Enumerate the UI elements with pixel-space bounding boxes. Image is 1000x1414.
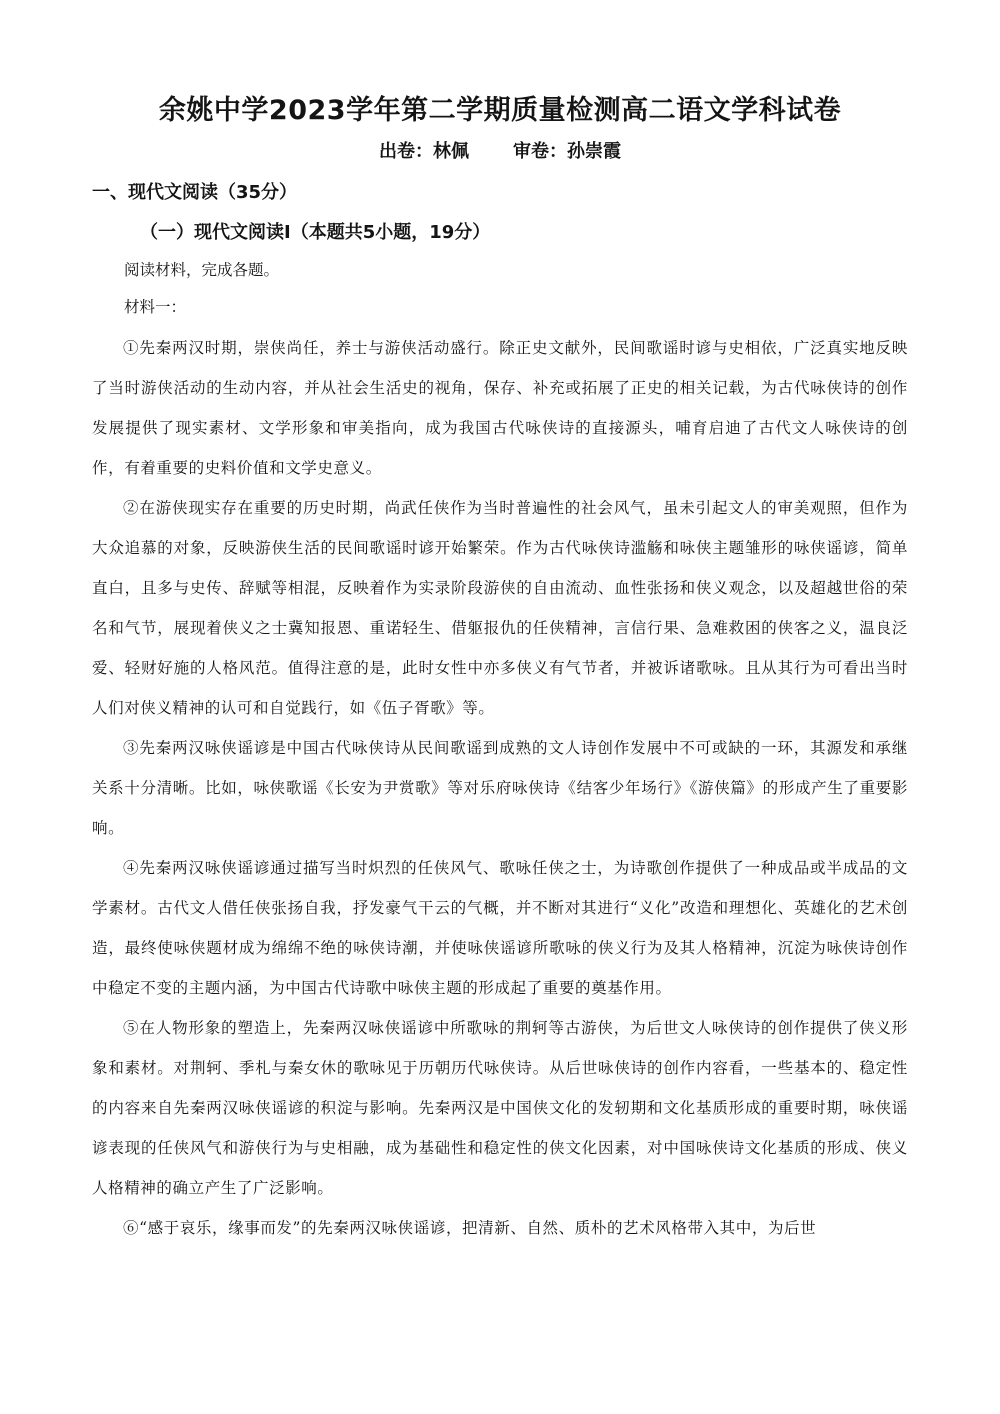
- instruction-text: 阅读材料，完成各题。: [124, 261, 280, 279]
- authors-line: [0, 137, 1000, 163]
- paragraph-3: ③先秦两汉咏侠谣谚是中国古代咏侠诗从民间歌谣到成熟的文人诗创作发展中不可或缺的一环，其源发和承继关系十分清晰。比如，咏侠歌谣《长安为尹赏歌》等对乐府咏侠诗《结客少年场行》《游侠篇》的形成产生了重要影响。: [92, 739, 908, 837]
- material-body: [92, 328, 908, 1248]
- paragraph-1: ①先秦两汉时期，崇侠尚任，养士与游侠活动盛行。除正史文献外，民间歌谣时谚与史相依，广泛真实地反映了当时游侠活动的生动内容，并从社会生活史的视角，保存、补充或拓展了正史的相关记载，为古代咏侠诗的创作发展提供了现实素材、文学形象和审美指向，成为我国古代咏侠诗的直接源头，哺育启迪了古代文人咏侠诗的创作，有着重要的史料价值和文学史意义。: [92, 339, 908, 477]
- paragraph-5: ⑤在人物形象的塑造上，先秦两汉咏侠谣谚中所歌咏的荆轲等古游侠，为后世文人咏侠诗的创作提供了侠义形象和素材。对荆轲、季札与秦女休的歌咏见于历朝历代咏侠诗。从后世咏侠诗的创作内容看，一些基本的、稳定性的内容来自先秦两汉咏侠谣谚的积淀与影响。先秦两汉是中国侠文化的发轫期和文化基质形成的重要时期，咏侠谣谚表现的任侠风气和游侠行为与史相融，成为基础性和稳定性的侠文化因素，对中国咏侠诗文化基质的形成、侠义人格精神的确立产生了广泛影响。: [92, 1019, 908, 1197]
- section-heading: 一、现代文阅读（35分）: [92, 182, 298, 203]
- setter-name: 出卷：林佩: [379, 141, 469, 162]
- paragraph-4: ④先秦两汉咏侠谣谚通过描写当时炽烈的任侠风气、歌咏任侠之士，为诗歌创作提供了一种成品或半成品的文学素材。古代文人借任侠张扬自我，抒发豪气干云的气概，并不断对其进行“义化”改造和理想化、英雄化的艺术创造，最终使咏侠题材成为绵绵不绝的咏侠诗潮，并使咏侠谣谚所歌咏的侠义行为及其人格精神，沉淀为咏侠诗创作中稳定不变的主题内涵，为中国古代诗歌中咏侠主题的形成起了重要的奠基作用。: [92, 859, 908, 997]
- material-label: 材料一：: [124, 298, 187, 316]
- subsection-heading: （一）现代文阅读Ⅰ（本题共5小题，19分）: [140, 222, 491, 243]
- paragraph-6: ⑥“感于哀乐，缘事而发”的先秦两汉咏侠谣谚，把清新、自然、质朴的艺术风格带入其中，为后世: [123, 1219, 817, 1237]
- reviewer-name: 审卷：孙崇霞: [513, 141, 621, 162]
- exam-title: 余姚中学2023学年第二学期质量检测高二语文学科试卷: [158, 95, 842, 126]
- paragraph-2: ②在游侠现实存在重要的历史时期，尚武任侠作为当时普遍性的社会风气，虽未引起文人的审美观照，但作为大众追慕的对象，反映游侠生活的民间歌谣时谚开始繁荣。作为古代咏侠诗滥觞和咏侠主题雏形的咏侠谣谚，简单直白，且多与史传、辞赋等相混，反映着作为实录阶段游侠的自由流动、血性张扬和侠义观念，以及超越世俗的荣名和气节，展现着侠义之士冀知报恩、重诺轻生、借躯报仇的任侠精神，言信行果、急难救困的侠客之义，温良泛爱、轻财好施的人格风范。值得注意的是，此时女性中亦多侠义有气节者，并被诉诸歌咏。且从其行为可看出当时人们对侠义精神的认可和自觉践行，如《伍子胥歌》等。: [92, 499, 908, 717]
